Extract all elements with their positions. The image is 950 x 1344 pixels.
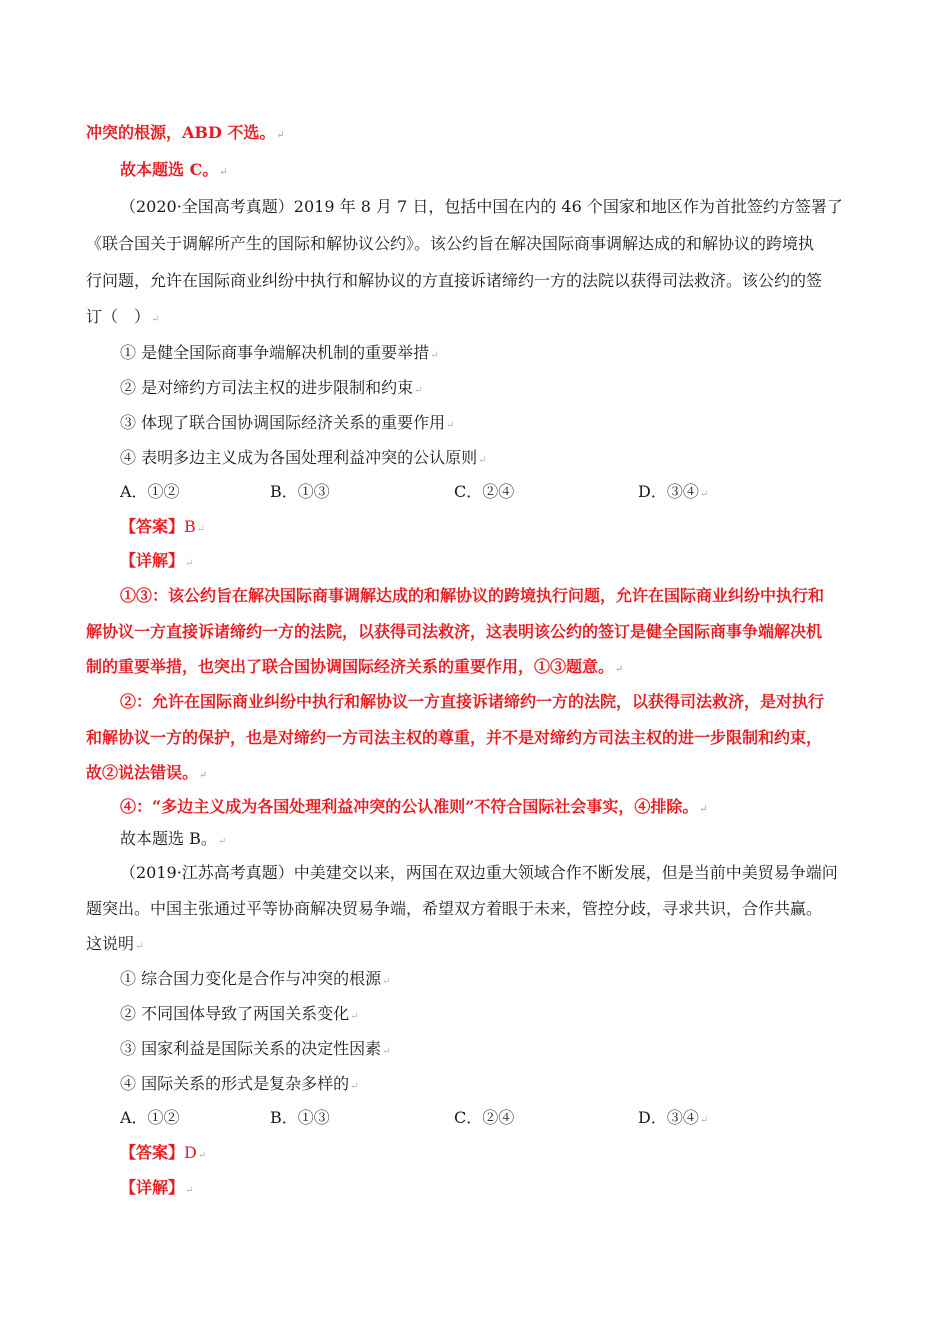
prev-explanation-tail: 冲突的根源，ABD 不选。↵ — [86, 123, 285, 142]
q1-stem-line-1: （2020·全国高考真题）2019 年 8 月 7 日，包括中国在内的 46 个国家和地区作为首批签约方签署了 — [120, 197, 843, 216]
q2-stem-line-2: 题突出。中国主张通过平等协商解决贸易争端，希望双方着眼于未来，管控分歧，寻求共识，合作共赢。 — [86, 899, 823, 918]
q1-options — [120, 481, 900, 503]
answer-label: 【答案】 — [120, 517, 185, 536]
answer-value: D — [184, 1143, 197, 1162]
answer-label: 【答案】 — [120, 1143, 185, 1162]
q1-stem-line-2: 《联合国关于调解所产生的国际和解协议公约》。该公约旨在解决国际商事调解达成的和解协议的跨境执 — [86, 234, 815, 253]
q2-option-c: C．②④ — [454, 1108, 515, 1127]
q1-detail-line-4: ②：允许在国际商业纠纷中执行和解协议一方直接诉诸缔约一方的法院，以获得司法救济，是对执行 — [120, 692, 825, 711]
q2-option-d: D．③④↵ — [638, 1108, 709, 1127]
q1-stem-line-3: 行问题，允许在国际商业纠纷中执行和解协议的方直接诉诸缔约一方的法院以获得司法救济。该公约的签 — [86, 271, 823, 290]
q2-detail-label: 【详解】↵ — [120, 1178, 194, 1197]
q1-option-d: D．③④↵ — [638, 482, 709, 501]
q1-detail-line-7: ④：“多边主义成为各国处理利益冲突的公认准则”不符合国际社会事实，④排除。↵ — [120, 797, 708, 816]
q1-detail-line-2: 解协议一方直接诉诸缔约一方的法院，以获得司法救济，这表明该公约的签订是健全国际商事争端解决机 — [86, 622, 823, 641]
answer-value: B — [184, 517, 196, 536]
q2-statement-2: ② 不同国体导致了两国关系变化↵ — [120, 1004, 359, 1023]
q2-option-a: A．①② — [120, 1108, 180, 1127]
q1-option-c: C．②④ — [454, 482, 515, 501]
q2-statement-4: ④ 国际关系的形式是复杂多样的↵ — [120, 1074, 359, 1093]
prev-conclusion: 故本题选 C。↵ — [120, 160, 228, 179]
q1-detail-line-6: 故②说法错误。↵ — [86, 763, 208, 782]
q1-detail-line-5: 和解协议一方的保护，也是对缔约一方司法主权的尊重，并不是对缔约方司法主权的进一步限制和约束， — [86, 728, 823, 747]
q1-answer: 【答案】B↵ — [120, 517, 206, 536]
q1-detail-line-1: ①③：该公约旨在解决国际商事调解达成的和解协议的跨境执行问题，允许在国际商业纠纷中执行和 — [120, 586, 825, 605]
q2-stem-line-3: 这说明↵ — [86, 934, 144, 953]
q1-statement-4: ④ 表明多边主义成为各国处理利益冲突的公认原则↵ — [120, 448, 487, 467]
q1-stem-line-4: 订（ ）↵ — [86, 307, 160, 326]
q2-options — [120, 1107, 900, 1129]
q1-option-a: A．①② — [120, 482, 180, 501]
q2-statement-3: ③ 国家利益是国际关系的决定性因素↵ — [120, 1039, 391, 1058]
q1-statement-1: ① 是健全国际商事争端解决机制的重要举措↵ — [120, 343, 439, 362]
q2-option-b: B．①③ — [270, 1108, 330, 1127]
q1-detail-line-3: 制的重要举措，也突出了联合国协调国际经济关系的重要作用，①③题意。↵ — [86, 657, 624, 676]
q1-detail-label: 【详解】↵ — [120, 551, 194, 570]
q1-statement-3: ③ 体现了联合国协调国际经济关系的重要作用↵ — [120, 413, 455, 432]
q2-stem-line-1: （2019·江苏高考真题）中美建交以来，两国在双边重大领域合作不断发展，但是当前中美贸易争端问 — [120, 863, 838, 882]
q1-conclusion: 故本题选 B。↵ — [120, 829, 227, 848]
q1-statement-2: ② 是对缔约方司法主权的进步限制和约束↵ — [120, 378, 423, 397]
q2-statement-1: ① 综合国力变化是合作与冲突的根源↵ — [120, 969, 391, 988]
q1-option-b: B．①③ — [270, 482, 330, 501]
q2-answer: 【答案】D↵ — [120, 1143, 207, 1162]
